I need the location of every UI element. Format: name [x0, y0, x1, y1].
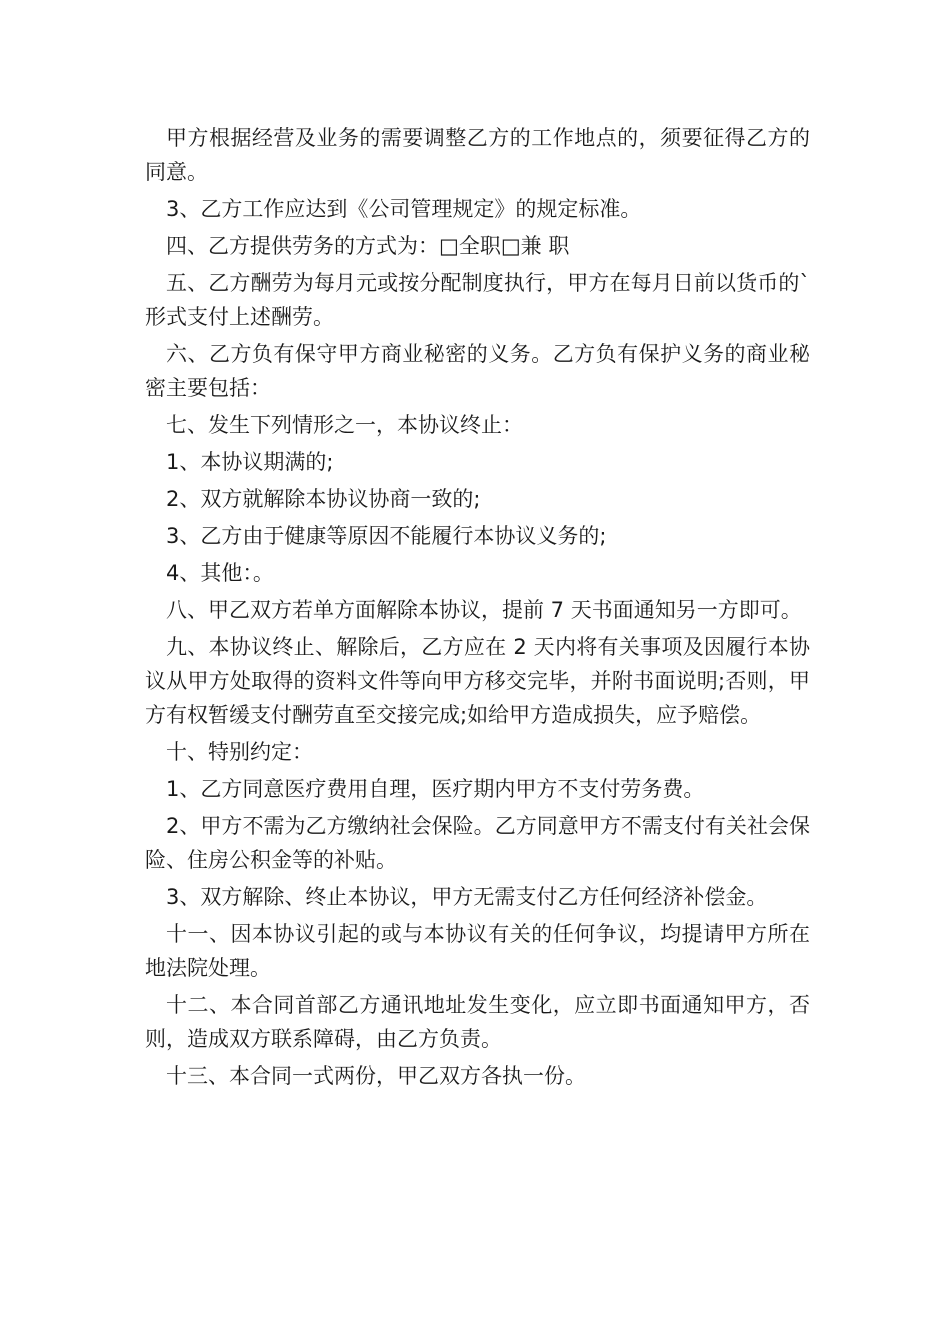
- paragraph: 五、乙方酬劳为每月元或按分配制度执行，甲方在每月日前以货币的`形式支付上述酬劳。: [145, 271, 810, 329]
- paragraph: 十三、本合同一式两份，甲乙双方各执一份。: [166, 1064, 586, 1088]
- paragraph: 3、双方解除、终止本协议，甲方无需支付乙方任何经济补偿金。: [166, 885, 768, 909]
- paragraph: 1、乙方同意医疗费用自理，医疗期内甲方不支付劳务费。: [166, 777, 705, 801]
- paragraph: 十、特别约定：: [166, 740, 313, 764]
- paragraph: 1、本协议期满的;: [166, 450, 334, 474]
- paragraph: 3、乙方工作应达到《公司管理规定》的规定标准。: [166, 197, 642, 221]
- paragraph: 甲方根据经营及业务的需要调整乙方的工作地点的，须要征得乙方的同意。: [145, 126, 810, 184]
- paragraph: 3、乙方由于健康等原因不能履行本协议义务的;: [166, 524, 607, 548]
- paragraph: 七、发生下列情形之一，本协议终止：: [166, 413, 523, 437]
- paragraph: 四、乙方提供劳务的方式为：□全职□兼 职: [166, 234, 570, 258]
- paragraph: 十二、本合同首部乙方通讯地址发生变化，应立即书面通知甲方，否则，造成双方联系障碍，由乙方负责。: [145, 993, 810, 1051]
- paragraph: 4、其他：。: [166, 561, 274, 585]
- paragraph: 六、乙方负有保守甲方商业秘密的义务。乙方负有保护义务的商业秘密主要包括：: [145, 342, 810, 400]
- paragraph: 十一、因本协议引起的或与本协议有关的任何争议，均提请甲方所在地法院处理。: [145, 922, 810, 980]
- paragraph: 2、甲方不需为乙方缴纳社会保险。乙方同意甲方不需支付有关社会保险、住房公积金等的补贴。: [145, 814, 810, 872]
- paragraph: 2、双方就解除本协议协商一致的;: [166, 487, 481, 511]
- document-page: [145, 121, 810, 1096]
- paragraph: 八、甲乙双方若单方面解除本协议，提前 7 天书面通知另一方即可。: [166, 598, 802, 622]
- paragraph: 九、本协议终止、解除后，乙方应在 2 天内将有关事项及因履行本协议从甲方处取得的资料文件等向甲方移交完毕，并附书面说明;否则，甲方有权暂缓支付酬劳直至交接完成;如给甲方造成损失，应予赔偿。: [145, 635, 810, 727]
